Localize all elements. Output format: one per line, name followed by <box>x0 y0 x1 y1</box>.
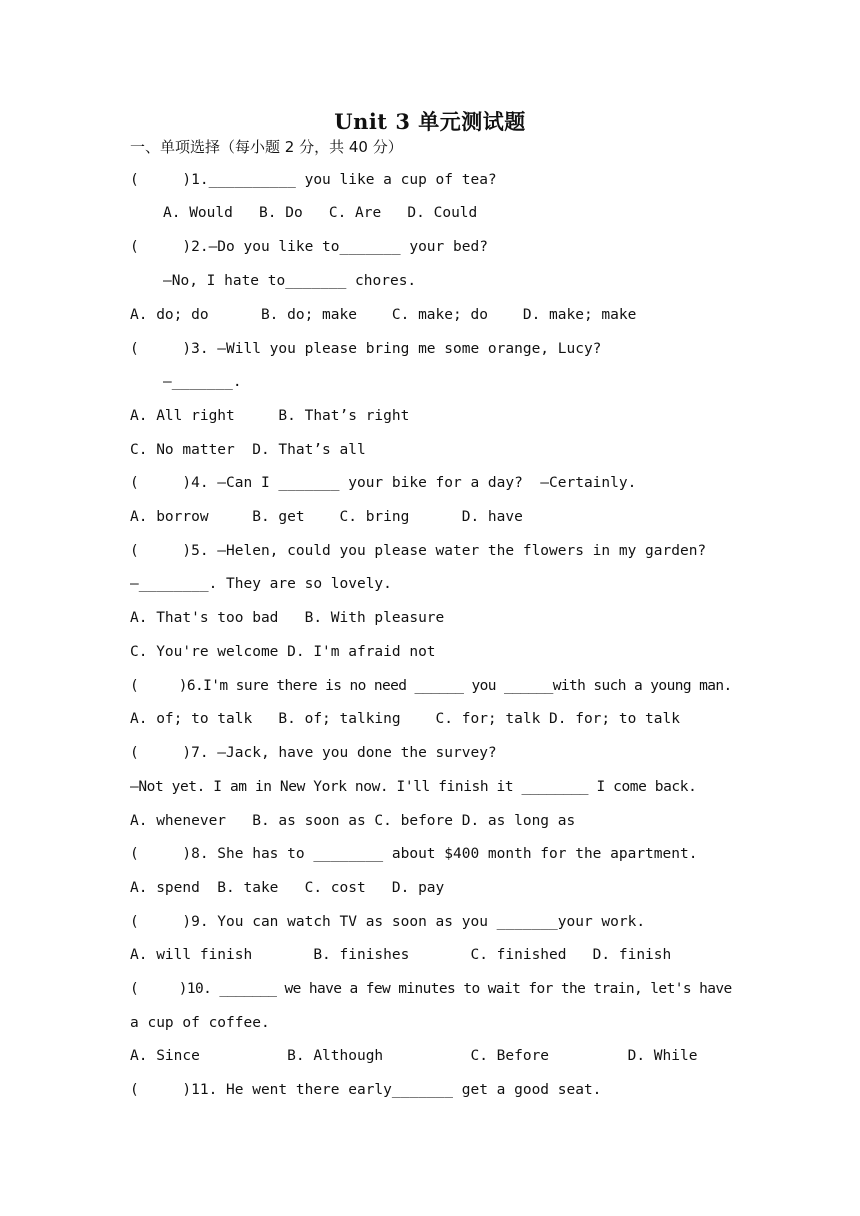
options-3a: A. All right B. That’s right <box>130 408 410 424</box>
options-5a: A. That's too bad B. With pleasure <box>130 610 445 626</box>
question-8: ( )8. She has to ________ about $400 month for the apartment. <box>130 846 698 862</box>
options-1: A. Would B. Do C. Are D. Could <box>163 205 478 221</box>
options-7: A. whenever B. as soon as C. before D. as long as <box>130 813 576 829</box>
options-4: A. borrow B. get C. bring D. have <box>130 509 523 525</box>
question-10-cont: a cup of coffee. <box>130 1015 270 1031</box>
question-4: ( )4. —Can I _______ your bike for a day? —Certainly. <box>130 475 637 491</box>
question-3: ( )3. —Will you please bring me some orange, Lucy? <box>130 341 602 357</box>
section-heading: 一、单项选择（每小题 2 分，共 40 分） <box>130 138 403 156</box>
options-8: A. spend B. take C. cost D. pay <box>130 880 445 896</box>
question-9: ( )9. You can watch TV as soon as you _______your work. <box>130 914 646 930</box>
options-10: A. Since B. Although C. Before D. While <box>130 1048 698 1064</box>
options-2: A. do; do B. do; make C. make; do D. make; make <box>130 307 637 323</box>
options-5b: C. You're welcome D. I'm afraid not <box>130 644 436 660</box>
question-5: ( )5. —Helen, could you please water the flowers in my garden? <box>130 543 707 559</box>
question-7: ( )7. —Jack, have you done the survey? <box>130 745 497 761</box>
question-10: ( )10. _______ we have a few minutes to wait for the train, let's have <box>130 981 732 997</box>
document-title: Unit 3 单元测试题 <box>334 109 526 134</box>
options-3b: C. No matter D. That’s all <box>130 442 366 458</box>
question-1: ( )1.__________ you like a cup of tea? <box>130 172 497 188</box>
question-3-reply: —_______. <box>163 374 242 390</box>
question-5-reply: —________. They are so lovely. <box>130 576 392 592</box>
options-9: A. will finish B. finishes C. finished D. finish <box>130 947 672 963</box>
question-6: ( )6.I'm sure there is no need ______ you ______with such a young man. <box>130 678 732 694</box>
question-2-reply: —No, I hate to_______ chores. <box>163 273 417 289</box>
question-7-reply: —Not yet. I am in New York now. I'll finish it ________ I come back. <box>130 779 697 795</box>
question-2: ( )2.—Do you like to_______ your bed? <box>130 239 488 255</box>
options-6: A. of; to talk B. of; talking C. for; talk D. for; to talk <box>130 711 680 727</box>
question-11: ( )11. He went there early_______ get a good seat. <box>130 1082 602 1098</box>
